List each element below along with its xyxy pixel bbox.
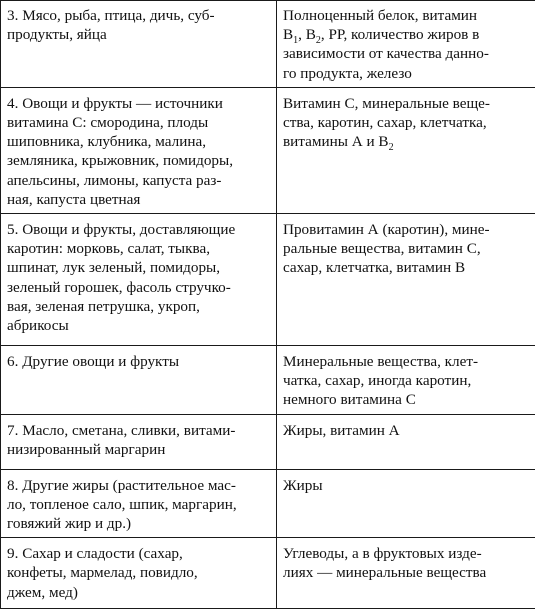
food-group-cell	[1, 414, 277, 469]
food-group-line: ная, капуста цветная	[7, 190, 270, 209]
food-group-line: каротин: морковь, салат, тыква,	[7, 239, 270, 258]
food-group-line: джем, мед)	[7, 583, 270, 602]
food-group-line: витамина С: смородина, плоды	[7, 113, 270, 132]
food-group-line: говяжий жир и др.)	[7, 514, 270, 533]
food-group-cell	[1, 469, 277, 538]
food-group-line: 5. Овощи и фрукты, доставляющие	[7, 220, 270, 239]
food-group-line: низированный маргарин	[7, 440, 270, 459]
table-row	[1, 1, 535, 88]
table-row	[1, 214, 535, 346]
table-row	[1, 87, 535, 213]
nutrients-cell	[277, 1, 535, 88]
nutrients-cell	[277, 538, 535, 609]
nutrients-line: Углеводы, а в фруктовых изде-	[283, 544, 529, 563]
food-group-line: 4. Овощи и фрукты — источники	[7, 94, 270, 113]
food-group-line: конфеты, мармелад, повидло,	[7, 563, 270, 582]
nutrients-cell	[277, 414, 535, 469]
nutrients-line: сахар, клетчатка, витамин В	[283, 258, 529, 277]
table-row	[1, 538, 535, 609]
nutrients-line: ральные вещества, витамин С,	[283, 239, 529, 258]
nutrients-cell	[277, 214, 535, 346]
nutrients-line: Провитамин А (каротин), мине-	[283, 220, 529, 239]
nutrients-line: го продукта, железо	[283, 64, 529, 83]
food-group-line: абрикосы	[7, 316, 270, 335]
food-group-line: 6. Другие овощи и фрукты	[7, 352, 270, 371]
food-group-line: 9. Сахар и сладости (сахар,	[7, 544, 270, 563]
table-body	[1, 1, 535, 609]
nutrients-line: чатка, сахар, иногда каротин,	[283, 371, 529, 390]
food-group-line: шиповника, клубника, малина,	[7, 132, 270, 151]
nutrients-line: витамины А и $В_2$	[283, 132, 529, 151]
nutrients-cell	[277, 469, 535, 538]
nutrients-cell	[277, 346, 535, 415]
food-group-line: 3. Мясо, рыба, птица, дичь, суб-	[7, 6, 270, 25]
nutrients-line: $В_1$, $В_2$, РР, количество жиров в	[283, 25, 529, 44]
food-group-line: 8. Другие жиры (растительное мас-	[7, 476, 270, 495]
nutrients-line: Жиры	[283, 476, 529, 495]
food-group-line: продукты, яйца	[7, 25, 270, 44]
food-group-cell	[1, 1, 277, 88]
nutrients-line: ства, каротин, сахар, клетчатка,	[283, 113, 529, 132]
food-group-line: зеленый горошек, фасоль стручко-	[7, 278, 270, 297]
food-group-line: апельсины, лимоны, капуста раз-	[7, 171, 270, 190]
nutrients-line: Минеральные вещества, клет-	[283, 352, 529, 371]
food-group-line: ло, топленое сало, шпик, маргарин,	[7, 495, 270, 514]
table-row	[1, 346, 535, 415]
food-group-line: земляника, крыжовник, помидоры,	[7, 151, 270, 170]
nutrients-line: Жиры, витамин А	[283, 421, 529, 440]
food-group-line: 7. Масло, сметана, сливки, витами-	[7, 421, 270, 440]
nutrients-line: Витамин С, минеральные веще-	[283, 94, 529, 113]
nutrients-cell	[277, 87, 535, 213]
nutrients-line: лиях — минеральные вещества	[283, 563, 529, 582]
food-group-cell	[1, 346, 277, 415]
food-group-cell	[1, 214, 277, 346]
food-group-cell	[1, 538, 277, 609]
table-row	[1, 469, 535, 538]
nutrients-line: Полноценный белок, витамин	[283, 6, 529, 25]
nutrients-line: немного витамина С	[283, 390, 529, 409]
table-row	[1, 414, 535, 469]
food-group-line: вая, зеленая петрушка, укроп,	[7, 297, 270, 316]
food-group-cell	[1, 87, 277, 213]
nutrients-line: зависимости от качества данно-	[283, 44, 529, 63]
food-group-line: шпинат, лук зеленый, помидоры,	[7, 258, 270, 277]
